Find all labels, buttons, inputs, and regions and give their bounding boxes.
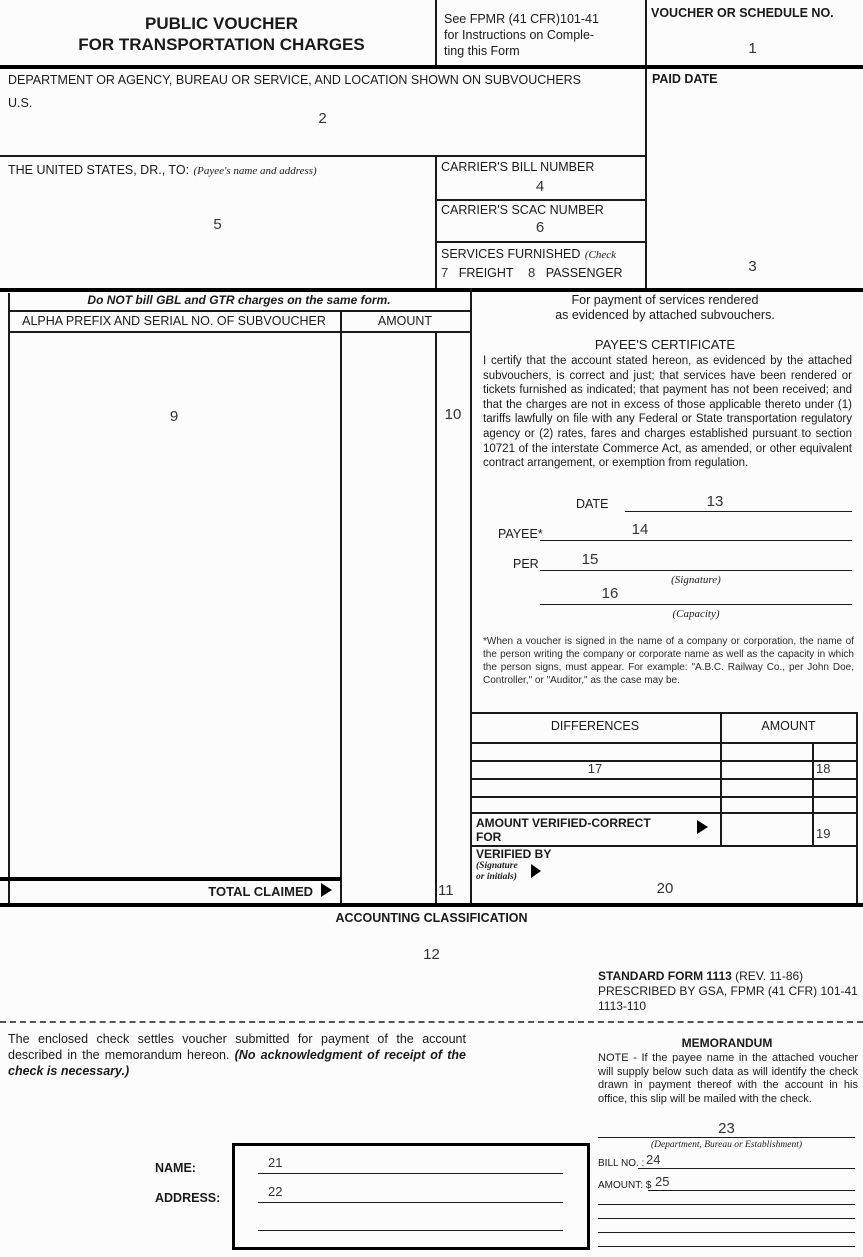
- payees-certificate-title: PAYEE'S CERTIFICATE: [594, 337, 736, 352]
- voucher-schedule-no-label: VOUCHER OR SCHEDULE NO.: [651, 6, 834, 20]
- serial-column-header: ALPHA PREFIX AND SERIAL NO. OF SUBVOUCHER: [22, 314, 326, 328]
- form-title: [8, 13, 435, 55]
- enclosed-check-paragraph: [8, 1031, 466, 1079]
- services-options: [441, 264, 623, 282]
- field-marker-8: 8: [528, 265, 536, 280]
- verified-by-label: VERIFIED BY: [476, 847, 552, 861]
- differences-amount-header: AMOUNT: [761, 719, 816, 733]
- write-in-line: [258, 1157, 563, 1174]
- form-number: STANDARD FORM 1113: [598, 969, 732, 983]
- divider-line: [0, 903, 863, 907]
- divider-line: [8, 310, 470, 312]
- divider-line: [435, 241, 646, 243]
- differences-column-header: DIFFERENCES: [550, 719, 640, 733]
- payee-signature-label: PAYEE*: [498, 527, 543, 541]
- field-marker-10: 10: [444, 406, 462, 423]
- passenger-label: PASSENGER: [545, 266, 623, 280]
- amount-column-header: AMOUNT: [377, 314, 433, 328]
- divider-line: [470, 288, 472, 903]
- capacity-hint: (Capacity): [672, 608, 720, 620]
- memorandum-title: MEMORANDUM: [681, 1036, 773, 1050]
- field-marker-2: 2: [318, 110, 327, 127]
- certificate-body: I certify that the account stated hereon, as evidenced by the attached subvouchers, is correct and just; that services have been rendered or tickets furnished as indicated; that payment has not been received; and that the charges are not in excess of those applicable thereto under (1) tariffs lawfully on file with any Federal or State transportation regulatory agency or (2) rates, fares and charges established pursuant to section 10721 of the interstate Commerce Act, as amended, or other equivalent contract arrangement, or exemption from regulation.: [483, 355, 852, 470]
- amount-verified-line1: AMOUNT VERIFIED-CORRECT: [476, 816, 651, 830]
- verified-by-hint-line2: or initials): [476, 872, 517, 882]
- field-marker-6: 6: [535, 219, 545, 236]
- field-marker-18: 18: [816, 761, 831, 776]
- write-in-line: [258, 1186, 563, 1203]
- bill-no-label: BILL NO. :: [598, 1158, 645, 1169]
- payee-label-hint: (Payee's name and address): [193, 165, 317, 177]
- form-id-line3: 1113-110: [598, 999, 647, 1013]
- services-furnished-label: [441, 245, 616, 263]
- payee-name-address-label: [8, 161, 317, 179]
- divider-line: [435, 199, 646, 201]
- signature-line: [625, 495, 852, 512]
- form-title-line2: FOR TRANSPORTATION CHARGES: [78, 35, 365, 54]
- us-prefix: U.S.: [8, 96, 33, 110]
- divider-line: [470, 796, 857, 798]
- divider-line: [0, 877, 341, 881]
- enclosed-check-text: The enclosed check settles voucher submitted for payment of the account described in the memorandum hereon.: [8, 1032, 466, 1062]
- accounting-classification-label: ACCOUNTING CLASSIFICATION: [335, 911, 528, 925]
- instructions-note: [444, 11, 639, 59]
- divider-line: [0, 65, 863, 69]
- field-marker-7: 7: [441, 265, 449, 280]
- divider-line: [470, 778, 857, 780]
- services-label-text: SERVICES FURNISHED: [441, 247, 581, 261]
- field-marker-16: 16: [601, 585, 619, 602]
- write-in-line: [648, 1174, 855, 1191]
- field-marker-24: 24: [646, 1152, 661, 1167]
- instructions-line: ting this Form: [444, 44, 520, 58]
- memorandum-note: NOTE - If the payee name in the attached voucher will supply below such data as will identify the check drawn in payment thereof with the account in his office, this slip will be mailed with the check.: [598, 1052, 858, 1105]
- divider-line: [470, 742, 857, 744]
- instructions-line: See FPMR (41 CFR)101-41: [444, 12, 599, 26]
- field-marker-14: 14: [631, 521, 649, 538]
- field-marker-5: 5: [213, 216, 222, 233]
- total-claimed-label: TOTAL CLAIMED: [208, 884, 313, 899]
- field-marker-25: 25: [655, 1174, 670, 1189]
- payment-intro-line1: For payment of services rendered: [571, 293, 759, 307]
- divider-line: [812, 742, 814, 845]
- divider-line: [0, 288, 863, 292]
- write-in-line: [598, 1218, 855, 1233]
- form-id-line1: [598, 969, 858, 984]
- instructions-line: for Instructions on Comple-: [444, 28, 595, 42]
- divider-line: [340, 310, 342, 903]
- arrow-right-icon: [697, 820, 708, 834]
- write-in-line: [598, 1232, 855, 1247]
- field-marker-19: 19: [816, 826, 831, 841]
- date-label: DATE: [576, 497, 609, 511]
- divider-line: [0, 155, 646, 157]
- signature-line: [540, 524, 852, 541]
- write-in-line: [258, 1214, 563, 1231]
- name-label: NAME:: [155, 1161, 196, 1175]
- gbl-gtr-warning: Do NOT bill GBL and GTR charges on the same form.: [87, 293, 391, 307]
- payment-intro-line2: as evidenced by attached subvouchers.: [555, 308, 775, 322]
- signature-line: [540, 588, 852, 605]
- address-label: ADDRESS:: [155, 1191, 221, 1205]
- field-marker-4: 4: [535, 178, 545, 195]
- carriers-scac-number-label: CARRIER'S SCAC NUMBER: [441, 203, 604, 217]
- department-label: DEPARTMENT OR AGENCY, BUREAU OR SERVICE, AND LOCATION SHOWN ON SUBVOUCHERS: [8, 73, 582, 87]
- field-marker-20: 20: [656, 880, 674, 897]
- amount-label: AMOUNT: $: [598, 1180, 652, 1191]
- divider-line: [8, 331, 470, 333]
- department-bureau-hint: (Department, Bureau or Establishment): [650, 1140, 803, 1150]
- write-in-line: [638, 1152, 855, 1169]
- amount-verified-line2: FOR: [476, 830, 502, 844]
- form-revision: (REV. 11-86): [731, 969, 804, 983]
- field-marker-1: 1: [748, 40, 757, 57]
- field-marker-3: 3: [748, 258, 757, 275]
- divider-line: [470, 712, 857, 714]
- arrow-right-icon: [531, 864, 541, 878]
- divider-line: [856, 712, 858, 903]
- field-marker-13: 13: [706, 493, 724, 510]
- payee-label-text: THE UNITED STATES, DR., TO:: [8, 163, 190, 177]
- carriers-bill-number-label: CARRIER'S BILL NUMBER: [441, 160, 595, 174]
- field-marker-23: 23: [718, 1120, 735, 1137]
- amount-verified-label: [476, 816, 651, 844]
- write-in-line: [598, 1204, 855, 1219]
- form-title-line1: PUBLIC VOUCHER: [144, 14, 298, 33]
- per-label: PER: [513, 557, 539, 571]
- freight-label: FREIGHT: [458, 266, 514, 280]
- certificate-footnote: *When a voucher is signed in the name of a company or corporation, the name of the person writing the company or corporate name as well as the capacity in which the person signs, must appear. For example: "A.B.C. Railway Co., per John Doe, Controller," or "Auditor," as the case may be.: [483, 636, 854, 686]
- form-id-block: [598, 969, 858, 1014]
- form-id-line2: PRESCRIBED BY GSA, FPMR (41 CFR) 101-41: [598, 984, 858, 998]
- write-in-line: [598, 1122, 855, 1138]
- divider-line: [8, 293, 10, 903]
- arrow-right-icon: [321, 883, 332, 897]
- tear-off-dashed-line: [0, 1021, 863, 1023]
- field-marker-12: 12: [423, 946, 440, 963]
- field-marker-22: 22: [268, 1184, 283, 1199]
- no-acknowledgment-text: (No acknowledgment of receipt of the check is necessary.): [8, 1048, 466, 1078]
- field-marker-15: 15: [581, 551, 599, 568]
- services-label-hint: (Check: [584, 249, 616, 261]
- paid-date-label: PAID DATE: [652, 72, 718, 86]
- signature-hint: (Signature): [671, 574, 721, 586]
- write-in-line: [598, 1190, 855, 1205]
- field-marker-11: 11: [438, 882, 454, 899]
- verified-by-hint-line1: (Signature: [476, 861, 518, 871]
- field-marker-9: 9: [169, 408, 179, 425]
- field-marker-17: 17: [587, 761, 603, 776]
- signature-line: [540, 554, 852, 571]
- divider-line: [470, 812, 857, 814]
- divider-line: [435, 0, 437, 66]
- field-marker-21: 21: [268, 1155, 283, 1170]
